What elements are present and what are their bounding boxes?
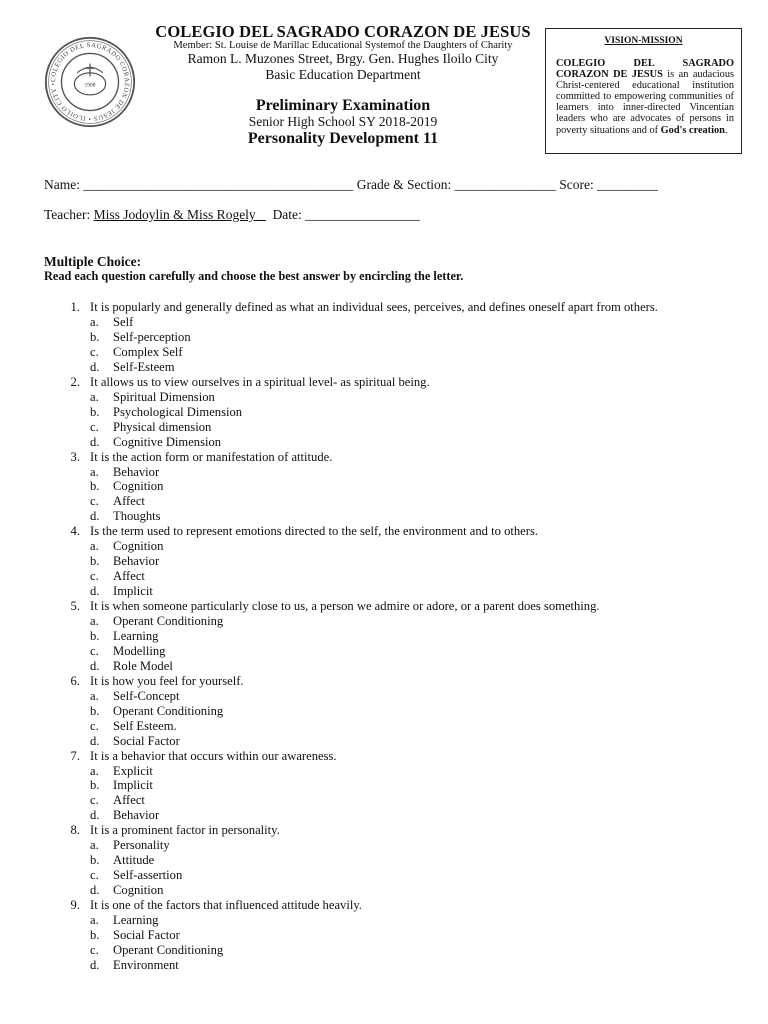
- vision-mission-title: VISION-MISSION: [604, 36, 683, 46]
- question-item: [0, 674, 768, 689]
- option-letter[interactable]: c.: [90, 793, 99, 808]
- option-text: Self-Esteem: [113, 359, 175, 374]
- answer-option[interactable]: [0, 629, 768, 644]
- option-letter[interactable]: a.: [90, 539, 99, 554]
- option-letter[interactable]: c.: [90, 942, 99, 957]
- option-letter[interactable]: b.: [90, 554, 100, 569]
- option-letter[interactable]: d.: [90, 733, 100, 748]
- exam-title: Preliminary Examination: [255, 97, 431, 114]
- option-letter[interactable]: d.: [90, 658, 100, 673]
- answer-option[interactable]: [0, 494, 768, 509]
- vm-ending: .: [724, 124, 728, 136]
- option-text: Environment: [113, 957, 179, 972]
- answer-option[interactable]: [0, 509, 768, 524]
- date-label: Date: _________________: [265, 207, 420, 222]
- answer-option[interactable]: [0, 943, 768, 958]
- answer-option[interactable]: [0, 689, 768, 704]
- answer-option[interactable]: [0, 539, 768, 554]
- question-text: It is a prominent factor in personality.: [90, 823, 280, 838]
- question-item: [0, 599, 768, 614]
- question-text: It is a behavior that occurs within our awareness.: [90, 748, 337, 763]
- option-text: Operant Conditioning: [113, 703, 224, 718]
- option-text: Behavior: [113, 554, 160, 569]
- question-number: 4.: [70, 524, 80, 539]
- question-number: 5.: [70, 599, 80, 613]
- answer-option[interactable]: [0, 479, 768, 494]
- option-text: Behavior: [113, 808, 160, 823]
- option-text: Explicit: [113, 763, 153, 778]
- exam-subject: Personality Development 11: [247, 130, 439, 147]
- school-address: Ramon L. Muzones Street, Brgy. Gen. Hughes Iloilo City: [187, 51, 499, 66]
- student-info-line: Name: ________________________________________ Grade & Section: _______________ Score: _________: [44, 177, 658, 192]
- question-number: 8.: [70, 823, 80, 838]
- option-text: Modelling: [113, 643, 166, 658]
- option-text: Self-Concept: [113, 688, 180, 703]
- option-text: Spiritual Dimension: [113, 389, 215, 404]
- option-letter[interactable]: b.: [90, 479, 100, 494]
- answer-option[interactable]: [0, 420, 768, 435]
- option-text: Self: [113, 315, 134, 329]
- option-letter[interactable]: d.: [90, 808, 100, 823]
- option-text: Affect: [113, 793, 145, 808]
- answer-option[interactable]: [0, 390, 768, 405]
- question-item: [0, 524, 768, 539]
- option-text: Implicit: [113, 584, 153, 599]
- option-text: Personality: [113, 838, 170, 853]
- option-text: Social Factor: [113, 927, 180, 942]
- option-text: Attitude: [113, 853, 155, 868]
- option-letter[interactable]: b.: [90, 853, 100, 868]
- answer-option[interactable]: [0, 734, 768, 749]
- option-letter[interactable]: a.: [90, 913, 99, 927]
- vision-mission-text: [556, 58, 734, 136]
- question-text: It is popularly and generally defined as what an individual sees, perceives, and defines oneself apart from others.: [90, 300, 658, 314]
- answer-option[interactable]: [0, 644, 768, 659]
- question-number: 1.: [70, 300, 80, 314]
- question-text: It is one of the factors that influenced attitude heavily.: [90, 898, 362, 912]
- option-text: Psychological Dimension: [113, 404, 243, 419]
- answer-option[interactable]: [0, 793, 768, 808]
- option-letter[interactable]: c.: [90, 344, 99, 359]
- option-letter[interactable]: a.: [90, 464, 99, 479]
- option-letter[interactable]: d.: [90, 584, 100, 599]
- option-text: Social Factor: [113, 733, 180, 748]
- option-letter[interactable]: a.: [90, 763, 99, 778]
- option-letter[interactable]: d.: [90, 883, 100, 898]
- answer-option[interactable]: [0, 569, 768, 584]
- answer-option[interactable]: [0, 778, 768, 793]
- option-letter[interactable]: c.: [90, 868, 99, 883]
- option-letter[interactable]: b.: [90, 628, 100, 643]
- teacher-value: Miss Jodoylin & Miss Rogely _: [93, 207, 266, 222]
- answer-option[interactable]: [0, 330, 768, 345]
- option-text: Self Esteem.: [113, 718, 177, 733]
- option-text: Learning: [113, 628, 159, 643]
- teacher-date-line: [44, 207, 420, 223]
- option-letter[interactable]: a.: [90, 389, 99, 404]
- option-text: Learning: [113, 913, 159, 927]
- option-letter[interactable]: c.: [90, 569, 99, 584]
- option-letter[interactable]: c.: [90, 419, 99, 434]
- question-number: 2.: [70, 374, 80, 389]
- svg-text:COLEGIO DEL SAGRADO CORAZON DE: COLEGIO DEL SAGRADO CORAZON DE JESUS • ILOILO CITY •: [49, 41, 131, 122]
- option-text: Cognition: [113, 479, 164, 494]
- question-item: [0, 823, 768, 838]
- vm-school-name: COLEGIO DEL SAGRADO CORAZON DE JESUS: [556, 58, 734, 81]
- question-number: 7.: [70, 748, 80, 763]
- option-letter[interactable]: d.: [90, 509, 100, 524]
- question-text: It is the action form or manifestation of attitude.: [90, 449, 333, 464]
- answer-option[interactable]: [0, 928, 768, 943]
- member-line: Member: St. Louise de Marillac Educational Systemof the Daughters of Charity: [173, 40, 513, 51]
- option-letter[interactable]: c.: [90, 494, 99, 509]
- question-text: It allows us to view ourselves in a spiritual level- as spiritual being.: [90, 374, 430, 389]
- option-text: Operant Conditioning: [113, 614, 224, 628]
- option-text: Cognition: [113, 539, 164, 554]
- question-item: [0, 450, 768, 465]
- option-letter[interactable]: a.: [90, 838, 99, 853]
- option-letter[interactable]: c.: [90, 718, 99, 733]
- answer-option[interactable]: [0, 764, 768, 779]
- answer-option[interactable]: [0, 554, 768, 569]
- option-text: Physical dimension: [113, 419, 212, 434]
- option-text: Thoughts: [113, 509, 161, 524]
- option-letter[interactable]: b.: [90, 404, 100, 419]
- option-letter[interactable]: d.: [90, 957, 100, 972]
- question-text: Is the term used to represent emotions directed to the self, the environment and to others.: [90, 524, 539, 539]
- section-instructions: Read each question carefully and choose the best answer by encircling the letter.: [44, 269, 464, 283]
- question-item: [0, 300, 768, 315]
- question-text: It is how you feel for yourself.: [90, 673, 244, 688]
- answer-option[interactable]: [0, 360, 768, 375]
- option-letter[interactable]: d.: [90, 434, 100, 449]
- option-text: Behavior: [113, 464, 160, 479]
- option-letter[interactable]: c.: [90, 643, 99, 658]
- question-item: [0, 749, 768, 764]
- answer-option[interactable]: [0, 435, 768, 450]
- vision-mission-box: [545, 28, 742, 154]
- option-text: Implicit: [113, 778, 153, 793]
- answer-option[interactable]: [0, 883, 768, 898]
- answer-option[interactable]: [0, 465, 768, 480]
- answer-option[interactable]: [0, 853, 768, 868]
- answer-option[interactable]: [0, 405, 768, 420]
- option-letter[interactable]: a.: [90, 614, 99, 628]
- svg-text:1908: 1908: [84, 82, 96, 89]
- question-number: 6.: [70, 673, 80, 688]
- option-letter[interactable]: b.: [90, 927, 100, 942]
- vm-body: is an audacious Christ-centered educational institution committed to empowering communities of learners into inner-directed Vincentian leaders who are advocates of persons in poverty situations and of: [556, 69, 734, 136]
- answer-option[interactable]: [0, 719, 768, 734]
- option-text: Operant Conditioning: [113, 942, 224, 957]
- answer-option[interactable]: [0, 838, 768, 853]
- question-number: 9.: [70, 898, 80, 912]
- option-letter[interactable]: d.: [90, 359, 100, 374]
- answer-option[interactable]: [0, 315, 768, 330]
- option-text: Cognitive Dimension: [113, 434, 222, 449]
- answer-option[interactable]: [0, 614, 768, 629]
- answer-option[interactable]: [0, 659, 768, 674]
- option-letter[interactable]: a.: [90, 315, 99, 329]
- answer-option[interactable]: [0, 345, 768, 360]
- question-item: [0, 898, 768, 913]
- question-list: [0, 300, 768, 973]
- option-text: Self-perception: [113, 329, 191, 344]
- vm-ending-bold: God's creation: [660, 124, 725, 136]
- exam-subtitle: Senior High School SY 2018-2019: [248, 114, 438, 129]
- question-item: [0, 375, 768, 390]
- option-text: Cognition: [113, 883, 164, 898]
- answer-option[interactable]: [0, 584, 768, 599]
- option-text: Affect: [113, 569, 145, 584]
- answer-option[interactable]: [0, 704, 768, 719]
- option-letter[interactable]: b.: [90, 778, 100, 793]
- option-text: Affect: [113, 494, 145, 509]
- answer-option[interactable]: [0, 958, 768, 973]
- department: Basic Education Department: [265, 67, 421, 82]
- answer-option[interactable]: [0, 808, 768, 823]
- section-title: Multiple Choice:: [44, 254, 142, 269]
- option-text: Role Model: [113, 658, 173, 673]
- question-number: 3.: [70, 449, 80, 464]
- teacher-label: Teacher:: [44, 207, 94, 222]
- option-text: Self-assertion: [113, 868, 183, 883]
- question-text: It is when someone particularly close to us, a person we admire or adore, or a parent does something.: [90, 599, 600, 613]
- option-letter[interactable]: b.: [90, 329, 100, 344]
- school-name: COLEGIO DEL SAGRADO CORAZON DE JESUS: [155, 22, 531, 41]
- option-letter[interactable]: b.: [90, 703, 100, 718]
- answer-option[interactable]: [0, 868, 768, 883]
- option-text: Complex Self: [113, 344, 183, 359]
- answer-option[interactable]: [0, 913, 768, 928]
- option-letter[interactable]: a.: [90, 688, 99, 703]
